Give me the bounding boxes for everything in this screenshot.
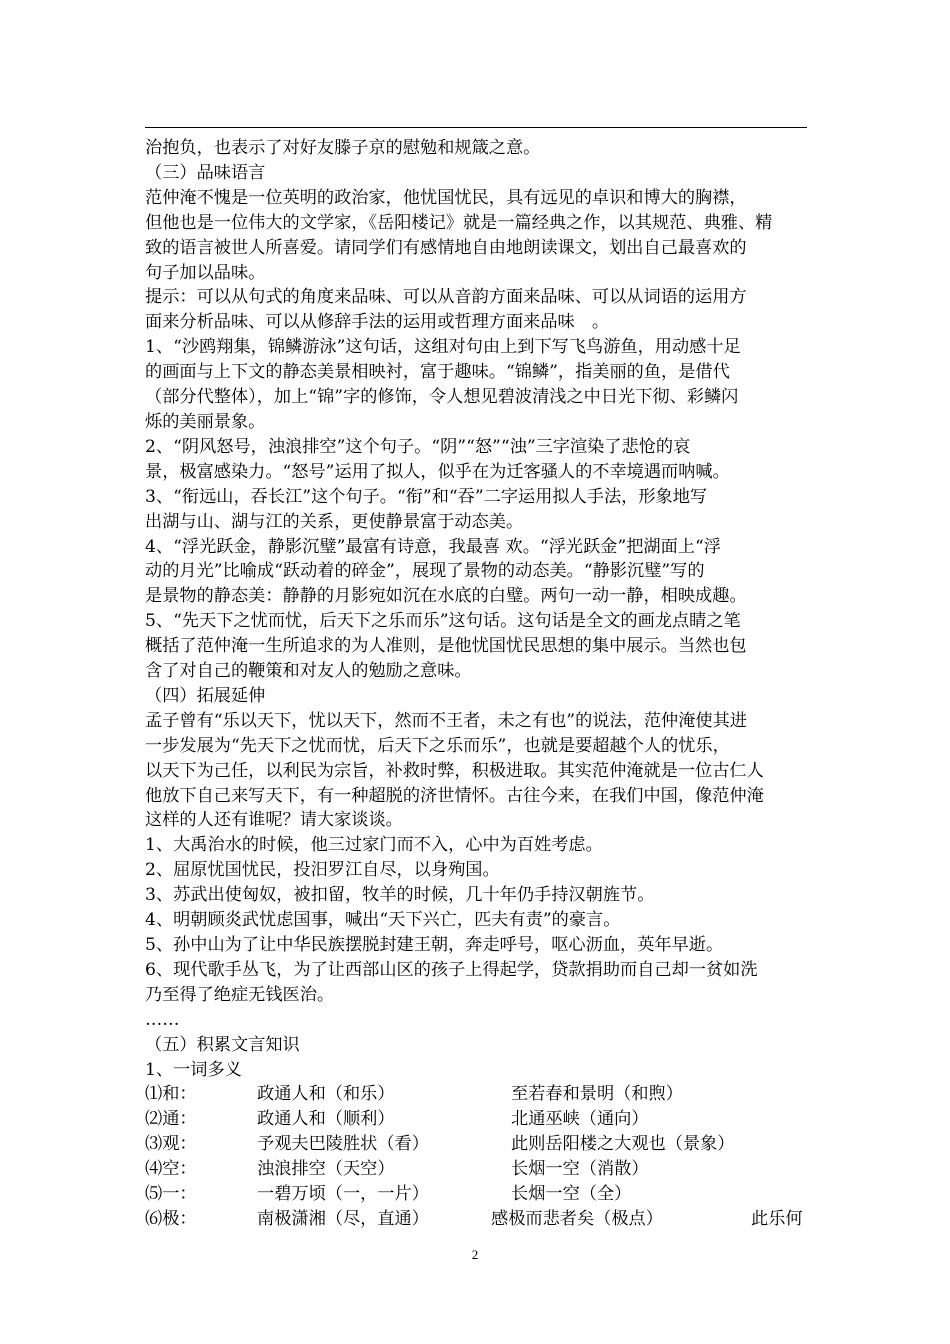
vocab-example: 政通人和（顺利）	[257, 1109, 395, 1130]
paragraph: 烁的美丽景象。	[145, 411, 266, 432]
vocab-row	[145, 1082, 809, 1107]
vocab-example: 政通人和（和乐）	[257, 1084, 395, 1105]
paragraph: 动的月光”比喻成“跃动着的碎金”，展现了景物的动态美。“静影沉璧”写的	[145, 561, 705, 582]
vocab-example: 此则岳阳楼之大观也（景象）	[511, 1134, 735, 1155]
section-heading: （四）拓展延伸	[145, 685, 266, 706]
paragraph: 5、“先天下之忧而忧，后天下之乐而乐”这句话。这句话是全文的画龙点睛之笔	[145, 611, 741, 632]
paragraph: 含了对自己的鞭策和对友人的勉励之意味。	[145, 661, 472, 682]
paragraph: 1、大禹治水的时候，他三过家门而不入，心中为百姓考虑。	[145, 835, 603, 856]
paragraph: 这样的人还有谁呢？请大家谈谈。	[145, 810, 403, 831]
vocab-row	[145, 1157, 809, 1182]
paragraph: 提示：可以从句式的角度来品味、可以从音韵方面来品味、可以从词语的运用方	[145, 287, 747, 308]
vocab-example: 至若春和景明（和煦）	[511, 1084, 683, 1105]
paragraph: 致的语言被世人所喜爱。请同学们有感情地自由地朗读课文，划出自己最喜欢的	[145, 237, 747, 258]
vocab-word: ⑵通：	[145, 1109, 197, 1130]
paragraph: 句子加以品味。	[145, 262, 266, 283]
vocab-example: 一碧万顷（一，一片）	[257, 1184, 429, 1205]
paragraph: 但他也是一位伟大的文学家，《岳阳楼记》就是一篇经典之作，以其规范、典雅、精	[145, 212, 773, 233]
paragraph: 以天下为己任，以利民为宗旨，补救时弊，积极进取。其实范仲淹就是一位古仁人	[145, 760, 764, 781]
paragraph: （部分代整体），加上“锦”字的修饰，令人想见碧波清浅之中日光下彻、彩鳞闪	[145, 387, 739, 408]
vocab-example: 长烟一空（消散）	[511, 1159, 649, 1180]
section-heading: （三）品味语言	[145, 162, 266, 183]
paragraph: 是景物的静态美：静静的月影宛如沉在水底的白璧。两句一动一静，相映成趣。	[145, 586, 747, 607]
paragraph: 景，极富感染力。“怒号”运用了拟人，似乎在为迁客骚人的不幸境遇而呐喊。	[145, 461, 730, 482]
header-rule	[145, 127, 807, 128]
vocab-row	[145, 1182, 809, 1207]
paragraph: 孟子曾有“乐以天下，忧以天下，然而不王者，未之有也”的说法，范仲淹使其进	[145, 710, 747, 731]
paragraph: 范仲淹不愧是一位英明的政治家，他忧国忧民，具有远见的卓识和博大的胸襟，	[145, 187, 747, 208]
vocab-example: 南极潇湘（尽，直通）	[257, 1208, 429, 1229]
vocab-example: 北通巫峡（通向）	[511, 1109, 649, 1130]
paragraph: 5、孙中山为了让中华民族摆脱封建王朝，奔走呼号，呕心沥血，英年早逝。	[145, 935, 724, 955]
paragraph: 6、现代歌手丛飞，为了让西部山区的孩子上得起学，贷款捐助而自己却一贫如洗	[145, 959, 758, 980]
paragraph: 一步发展为“先天下之忧而忧，后天下之乐而乐”，也就是要超越个人的忧乐，	[145, 735, 730, 756]
paragraph: 4、“浮光跃金，静影沉璧”最富有诗意，我最喜 欢。“浮光跃金”把湖面上“浮	[145, 536, 721, 557]
paragraph: 他放下自己来写天下，有一种超脱的济世情怀。古往今来，在我们中国，像范仲淹	[145, 785, 764, 806]
paragraph: 4、明朝顾炎武忧虑国事，喊出“天下兴亡，匹夫有责”的豪言。	[145, 910, 621, 931]
section-heading: （五）积累文言知识	[145, 1034, 300, 1055]
paragraph: 乃至得了绝症无钱医治。	[145, 984, 335, 1005]
vocab-word: ⑹极：	[145, 1208, 197, 1229]
vocab-row	[145, 1132, 809, 1157]
paragraph: 3、苏武出使匈奴，被扣留，牧羊的时候，几十年仍手持汉朝旌节。	[145, 885, 655, 906]
vocab-word: ⑸一：	[145, 1184, 197, 1205]
paragraph: 2、“阴风怒号，浊浪排空”这个句子。“阴”“怒”“浊”三字渲染了悲怆的哀	[145, 436, 691, 457]
document-body	[145, 136, 809, 1232]
paragraph: 的画面与上下文的静态美景相映衬，富于趣味。“锦鳞”，指美丽的鱼，是借代	[145, 362, 730, 383]
vocab-word: ⑷空：	[145, 1159, 197, 1180]
vocab-row	[145, 1107, 809, 1132]
vocab-word: ⑴和：	[145, 1084, 197, 1105]
paragraph: 概括了范仲淹一生所追求的为人准则，是他忧国忧民思想的集中展示。当然也包	[145, 636, 747, 657]
vocab-example: 浊浪排空（天空）	[257, 1159, 395, 1180]
vocab-row	[145, 1207, 809, 1232]
vocab-example: 感极而悲者矣（极点）	[491, 1208, 663, 1229]
paragraph: 出湖与山、湖与江的关系，更使静景富于动态美。	[145, 511, 524, 532]
vocab-word: ⑶观：	[145, 1134, 197, 1155]
vocab-example: 予观夫巴陵胜状（看）	[257, 1134, 429, 1155]
paragraph: 面来分析品味、可以从修辞手法的运用或哲理方面来品味 。	[145, 312, 610, 333]
paragraph: 1、“沙鸥翔集，锦鳞游泳”这句话，这组对句由上到下写飞鸟游鱼，用动感十足	[145, 337, 741, 358]
paragraph: 1、一词多义	[145, 1059, 242, 1080]
paragraph: 治抱负，也表示了对好友滕子京的慰勉和规箴之意。	[145, 138, 541, 158]
paragraph: 2、屈原忧国忧民，投汨罗江自尽，以身殉国。	[145, 860, 500, 881]
vocab-example: 此乐何	[751, 1208, 803, 1229]
vocab-example: 长烟一空（全）	[511, 1184, 632, 1205]
page-number: 2	[471, 1247, 479, 1262]
paragraph: 3、“衔远山，吞长江”这个句子。“衔”和“吞”二字运用拟人手法，形象地写	[145, 486, 708, 507]
ellipsis: ……	[145, 1009, 180, 1030]
